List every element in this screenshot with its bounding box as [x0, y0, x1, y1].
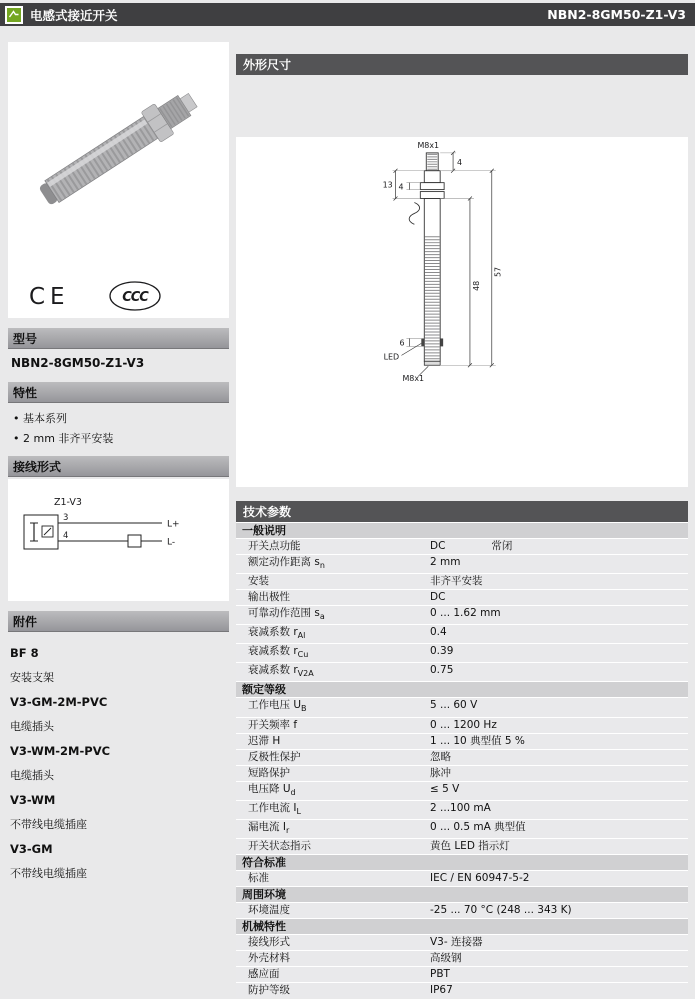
tech-row-value: ≤ 5 V	[430, 782, 460, 795]
tech-row-label: 工作电流 $I_L$	[248, 801, 301, 816]
accessory-name: V3-WM	[10, 793, 56, 807]
dim-57-label: 57	[493, 266, 503, 278]
page-title: 电感式接近开关	[30, 7, 118, 23]
tech-row-label: 可靠动作范围 $s_a$	[248, 607, 325, 622]
accessories-section-header: 附件	[8, 611, 229, 632]
accessory-description: 不带线电缆插座	[10, 818, 87, 831]
tech-row-label: 衰减系数 $r_{Al}$	[248, 626, 306, 641]
tech-row	[236, 967, 688, 982]
tech-row-value: 忽略	[430, 750, 451, 763]
model-name: NBN2-8GM50-Z1-V3	[11, 356, 145, 370]
tech-row-label: 开关点功能	[248, 540, 301, 552]
tech-row	[236, 590, 688, 605]
tech-row	[236, 663, 688, 681]
tech-row-label: 外壳材料	[248, 951, 290, 964]
accessory-name: V3-GM	[10, 842, 53, 856]
accessory-description: 安装支架	[10, 671, 54, 684]
tech-row-value: 非齐平安装	[430, 575, 483, 588]
tech-table	[236, 522, 688, 998]
tech-row-value: 2 ...100 mA	[430, 801, 491, 814]
accessory-name: V3-GM-2M-PVC	[10, 695, 108, 709]
wiring-diagram	[10, 481, 222, 597]
model-section-header: 型号	[8, 328, 229, 349]
tech-row-label: 漏电流 $I_r$	[248, 820, 290, 835]
left-column	[8, 36, 229, 881]
dim-m8-bottom-label: M8x1	[401, 374, 424, 384]
tech-row	[236, 698, 688, 716]
feature-item: • 2 mm 非齐平安装	[13, 430, 226, 446]
tech-row-label: 标准	[248, 871, 269, 884]
tech-section-header: 技术参数	[236, 501, 688, 522]
tech-row	[236, 903, 688, 918]
features-list	[8, 403, 229, 446]
accessory-name: BF 8	[10, 646, 39, 660]
tech-row	[236, 644, 688, 662]
tech-row-label: 接线形式	[248, 935, 290, 948]
dim-m8-top-label: M8x1	[416, 140, 439, 150]
tech-row	[236, 839, 688, 854]
dimension-drawing-panel	[236, 137, 688, 487]
tech-row-label: 开关状态指示	[248, 839, 311, 852]
header-bar	[0, 3, 695, 26]
tech-row-label: 感应面	[248, 967, 280, 980]
header-model-number: NBN2-8GM50-Z1-V3	[547, 7, 686, 22]
dimension-drawing	[350, 137, 575, 397]
brand-sensor-icon	[5, 6, 23, 24]
tech-row	[236, 782, 688, 800]
tech-group-header: 机械特性	[236, 919, 688, 934]
wiring-diagram-panel	[8, 479, 229, 601]
tech-group-header: 额定等级	[236, 682, 688, 697]
tech-row-value: 黄色 LED 指示灯	[430, 839, 510, 852]
tech-row	[236, 983, 688, 998]
tech-row-label: 衰减系数 $r_{V2A}$	[248, 664, 314, 679]
tech-row	[236, 718, 688, 733]
tech-row	[236, 606, 688, 624]
right-column	[236, 54, 688, 999]
tech-row	[236, 555, 688, 573]
tech-row	[236, 734, 688, 749]
tech-row-value: 0.39	[430, 645, 454, 658]
accessories-list	[8, 632, 229, 881]
ccc-mark-text: CCC	[122, 290, 148, 305]
dim-48-label: 48	[471, 280, 481, 291]
tech-row-value: DC	[430, 591, 446, 604]
tech-row-label: 短路保护	[248, 766, 290, 779]
tech-row-value: 1 ... 10 典型值 5 %	[430, 734, 525, 747]
dim-6-label: 6	[398, 338, 405, 348]
wiring-section-header: 接线形式	[8, 456, 229, 477]
tech-row	[236, 750, 688, 765]
tech-group-header: 一般说明	[236, 523, 688, 538]
accessory-description: 电缆插头	[10, 769, 54, 782]
wiring-lplus-label: L+	[167, 519, 180, 530]
tech-row	[236, 539, 688, 554]
tech-row-label: 开关频率 f	[248, 718, 298, 731]
dim-4-top-label: 4	[456, 157, 462, 167]
tech-row	[236, 951, 688, 966]
tech-row-value: PBT	[430, 967, 450, 980]
wiring-pin3-label: 3	[63, 513, 69, 523]
dim-13-label: 13	[382, 180, 393, 190]
tech-row-label: 环境温度	[248, 903, 290, 916]
tech-row	[236, 871, 688, 886]
tech-row-label: 衰减系数 $r_{Cu}$	[248, 645, 309, 660]
tech-row-value: 0.4	[430, 626, 447, 639]
tech-row-value: 0 ... 0.5 mA 典型值	[430, 820, 526, 833]
ce-mark-icon	[28, 283, 82, 309]
tech-row-value: V3- 连接器	[430, 935, 483, 948]
tech-row	[236, 766, 688, 781]
tech-row-value: -25 ... 70 °C (248 ... 343 K)	[430, 903, 572, 916]
tech-row-label: 防护等级	[248, 983, 290, 996]
wiring-pin4-label: 4	[63, 531, 69, 541]
tech-row-value: 高级钢	[430, 951, 462, 964]
dim-led-label: LED	[383, 352, 399, 362]
tech-row	[236, 820, 688, 838]
wiring-lminus-label: L-	[167, 537, 176, 548]
tech-row	[236, 935, 688, 950]
wiring-diagram-label: Z1-V3	[54, 497, 82, 508]
tech-row	[236, 801, 688, 819]
tech-row	[236, 625, 688, 643]
dimensions-section-header: 外形尺寸	[236, 54, 688, 75]
tech-row-label: 反极性保护	[248, 750, 301, 763]
accessory-description: 电缆插头	[10, 720, 54, 733]
tech-row-value: DC 常闭	[430, 540, 513, 552]
tech-group-header: 周围环境	[236, 887, 688, 902]
features-section-header: 特性	[8, 382, 229, 403]
tech-row-value: 0 ... 1200 Hz	[430, 718, 497, 731]
tech-row-value: 0.75	[430, 664, 454, 677]
tech-row-label: 输出极性	[248, 591, 290, 604]
tech-row-label: 工作电压 $U_B$	[248, 699, 307, 714]
tech-row-value: IEC / EN 60947-5-2	[430, 871, 530, 884]
ccc-mark-icon	[108, 280, 162, 312]
tech-row-value: 脉冲	[430, 766, 451, 779]
accessory-name: V3-WM-2M-PVC	[10, 744, 111, 758]
tech-row-value: 5 ... 60 V	[430, 699, 478, 712]
tech-row-value: 0 ... 1.62 mm	[430, 607, 501, 620]
tech-row-label: 额定动作距离 $s_n$	[248, 556, 325, 571]
feature-item: • 基本系列	[13, 410, 226, 426]
dim-4-left-label: 4	[397, 182, 404, 192]
tech-row-value: 2 mm	[430, 556, 461, 568]
tech-row-label: 电压降 $U_d$	[248, 782, 296, 797]
certification-marks	[28, 280, 162, 312]
product-photo	[12, 42, 226, 254]
tech-row-label: 安装	[248, 575, 269, 588]
tech-group-header: 符合标准	[236, 855, 688, 870]
tech-row-value: IP67	[430, 983, 453, 996]
product-photo-panel	[8, 42, 229, 318]
accessory-description: 不带线电缆插座	[10, 867, 87, 880]
tech-row-label: 迟滞 H	[248, 734, 281, 747]
ce-mark-text: CE	[29, 284, 70, 309]
tech-row	[236, 574, 688, 589]
